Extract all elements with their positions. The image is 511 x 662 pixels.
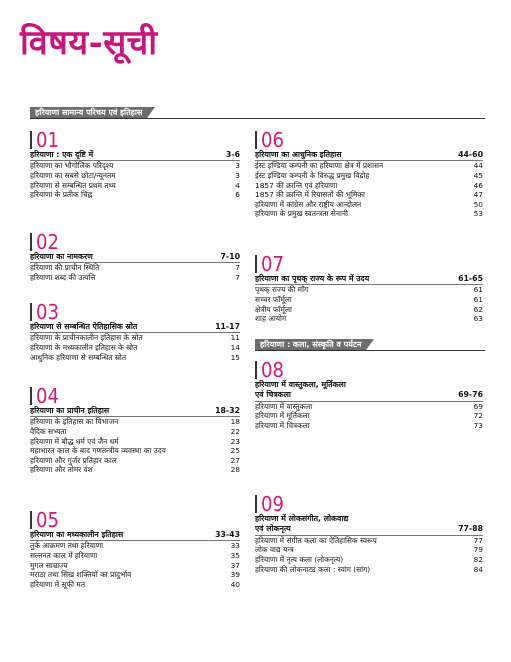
item-page: 77 [473,535,483,545]
chapter-heading[interactable] [30,150,240,161]
item-page: 3 [235,161,240,171]
list-item[interactable] [30,427,240,437]
list-item[interactable] [30,190,240,200]
chapter-02 [30,232,240,283]
chapter-title-cont: एवं चित्रकला [255,390,291,400]
list-item[interactable] [255,402,483,412]
chapter-title: हरियाणा का पृथक् राज्य के रूप में उदय [255,274,370,283]
item-text: ईस्ट इण्डिया कम्पनी के विरुद्ध प्रमुख विद्रोह [255,171,370,180]
item-text: हरियाणा की प्राचीन स्थिति [30,263,100,273]
item-text: 1857 की क्रान्ति एवं हरियाणा [255,180,338,190]
item-text: हरियाणा में चित्रकला [255,421,310,430]
item-text: 1857 की क्रान्ति में रियासतों की भूमिका [255,190,365,200]
item-text: हरियाणा में मूर्तिकला [255,411,310,421]
item-page: 4 [235,180,240,190]
chapter-title: हरियाणा का मध्यकालीन इतिहास [30,530,124,539]
list-item[interactable] [255,411,483,421]
chapter-heading[interactable] [30,252,240,263]
item-text: लोक वाद्य यन्त्र [255,545,294,555]
list-item[interactable] [30,437,240,447]
item-page: 40 [230,579,240,589]
item-text: हरियाणा के इतिहास का विभाजन [30,417,119,427]
item-text: महाभारत काल के बाद गणतन्त्रीय व्यवस्था का उदय [30,446,166,456]
chapter-number: 05 [30,510,240,530]
item-text: हरियाणा से सम्बन्धित प्रथम तथ्य [30,180,116,190]
item-page: 11 [230,333,240,343]
chapter-number: 08 [255,360,483,380]
item-text: तुर्क आक्रमण तथा हरियाणा [30,541,104,551]
item-page: 45 [473,171,483,180]
item-text: सच्चर फॉर्मूला [255,295,292,304]
chapter-heading[interactable] [255,150,483,161]
item-page: 35 [230,551,240,560]
list-item[interactable] [255,181,483,191]
chapter-number: 02 [30,232,240,252]
page-title: विषय-सूची [20,23,158,63]
list-item[interactable] [30,263,240,273]
chapter-title: हरियाणा का प्राचीन इतिहास [30,406,110,415]
item-page: 27 [230,455,240,465]
item-text: हरियाणा में संगीत कला का ऐतिहासिक स्वरूप [255,535,377,545]
list-item[interactable] [30,580,240,590]
list-item[interactable] [255,209,483,219]
chapter-pages: 44-60 [458,150,483,159]
item-text: वैदिक सभ्यता [30,427,67,436]
chapter-heading[interactable] [30,322,240,333]
item-text: हरियाणा का भौगोलिक परिदृश्य [30,161,114,171]
list-item[interactable] [255,285,483,295]
chapter-title-cont: एवं लोकनृत्य [255,524,291,534]
list-item[interactable] [30,417,240,427]
chapter-pages: 77-88 [458,524,483,534]
chapter-title: हरियाणा का आधुनिक इतिहास [255,150,342,159]
item-page: 61 [473,295,483,304]
list-item[interactable] [255,161,483,171]
list-item[interactable] [30,551,240,561]
chapter-number: 07 [255,254,483,274]
item-text: हरियाणा का सबसे छोटा/न्यूनतम [30,171,116,180]
section-band-general [30,107,147,118]
item-page: 15 [230,352,240,362]
list-item[interactable] [255,190,483,200]
item-page: 50 [473,199,483,209]
list-item[interactable] [255,421,483,431]
item-page: 63 [473,314,483,324]
chapter-title: हरियाणा से सम्बन्धित ऐतिहासिक स्रोत [30,322,138,331]
chapter-heading-cont[interactable] [255,390,483,401]
list-item[interactable] [30,333,240,343]
chapter-pages: 61-65 [458,274,483,283]
item-page: 82 [473,555,483,564]
item-page: 47 [473,190,483,200]
item-text: हरियाणा में वास्तुकला [255,401,313,411]
list-item[interactable] [30,343,240,353]
item-text: सल्तनत काल में हरियाणा [30,551,98,560]
item-page: 7 [235,263,240,273]
item-text: मराठा तथा सिख शक्तियों का प्रादुर्भाव [30,570,132,580]
list-item[interactable] [30,561,240,571]
item-page: 79 [473,545,483,555]
list-item[interactable] [255,536,483,546]
list-item[interactable] [30,456,240,466]
item-text: हरियाणा के मध्यकालीन इतिहास के स्रोत [30,343,138,352]
list-item[interactable] [255,545,483,555]
divider [30,118,485,119]
list-item[interactable] [30,465,240,475]
item-text: हरियाणा में कांग्रेस और राष्ट्रीय आन्दोलन [255,199,362,209]
chapter-title: हरियाणा का नामकरण [30,252,93,261]
item-text: क्षेत्रीय फॉर्मूला [255,304,292,314]
item-page: 44 [473,161,483,171]
chapter-06 [255,130,483,219]
list-item[interactable] [30,353,240,363]
chapter-heading[interactable] [255,380,483,390]
chapter-heading[interactable] [30,530,240,541]
item-text: ईस्ट इण्डिया कम्पनी का हरियाणा क्षेत्र में प्रशासन [255,161,384,171]
chapter-title: हरियाणा : एक दृष्टि में [30,150,94,159]
item-page: 72 [473,411,483,421]
item-page: 37 [230,560,240,570]
item-text: हरियाणा और गुर्जर प्रतिहार काल [30,455,117,465]
item-page: 3 [235,171,240,180]
chapter-heading[interactable] [255,274,483,285]
item-page: 46 [473,180,483,190]
item-text: हरियाणा में सूफी मत [30,579,86,589]
list-item[interactable] [30,171,240,181]
item-text: शाह आयोग [255,314,287,324]
item-page: 33 [230,541,240,551]
chapter-04 [30,386,240,475]
item-text: हरियाणा की लोकनाट्य कला : स्वांग (सांग) [255,564,371,574]
item-page: 22 [230,427,240,436]
list-item[interactable] [255,295,483,305]
chapter-number: 01 [30,130,240,150]
list-item[interactable] [30,161,240,171]
chapter-03 [30,302,240,362]
item-text: हरियाणा के प्रमुख स्वतन्त्रता सेनानी [255,209,348,219]
item-page: 14 [230,343,240,352]
section-band-art [255,339,366,350]
chapter-heading[interactable] [255,514,483,524]
chapter-title: हरियाणा में वास्तुकला, मूर्तिकला [255,380,346,389]
list-item[interactable] [30,446,240,456]
chapter-01 [30,130,240,200]
section-label: हरियाणा सामान्य परिचय एवं इतिहास [35,108,143,117]
item-page: 28 [230,465,240,475]
item-text: मुगल साम्राज्य [30,560,68,570]
list-item[interactable] [255,200,483,210]
chapter-pages: 33-43 [215,530,240,539]
chapter-08 [255,360,483,431]
chapter-pages: 11-17 [215,322,240,331]
section-label: हरियाणा : कला, संस्कृति व पर्यटन [260,340,362,349]
item-text: हरियाणा में नृत्य कला (लोकनृत्य) [255,555,344,564]
list-item[interactable] [30,570,240,580]
list-item[interactable] [30,181,240,191]
item-page: 25 [230,446,240,456]
item-text: पृथक् राज्य की माँग [255,285,309,295]
item-page: 69 [473,401,483,411]
item-page: 62 [473,304,483,314]
chapter-number: 06 [255,130,483,150]
chapter-heading[interactable] [30,406,240,417]
item-page: 23 [230,436,240,446]
item-page: 53 [473,209,483,219]
item-page: 39 [230,570,240,580]
item-text: हरियाणा के प्राचीनकालीन इतिहास के स्रोत [30,333,143,343]
item-text: आधुनिक हरियाणा से सम्बन्धित स्रोत [30,352,127,362]
chapter-number: 04 [30,386,240,406]
chapter-09 [255,494,483,574]
item-page: 84 [473,564,483,574]
list-item[interactable] [255,565,483,575]
list-item[interactable] [30,541,240,551]
chapter-pages: 3-6 [225,150,240,159]
item-page: 61 [473,285,483,295]
chapter-heading-cont[interactable] [255,524,483,535]
item-page: 6 [235,190,240,200]
chapter-title: हरियाणा में लोकसंगीत, लोकवाद्य [255,514,349,523]
list-item[interactable] [255,305,483,315]
item-page: 73 [473,421,483,430]
chapter-07 [255,254,483,324]
item-text: हरियाणा और तोमर वंश [30,465,93,475]
chapter-number: 03 [30,302,240,322]
list-item[interactable] [255,314,483,324]
item-page: 18 [230,417,240,427]
list-item[interactable] [255,171,483,181]
list-item[interactable] [30,273,240,283]
chapter-pages: 18-32 [215,406,240,415]
item-text: हरियाणा में बौद्ध धर्म एवं जैन धर्म [30,436,119,446]
item-text: हरियाणा शब्द की उत्पत्ति [30,273,96,282]
item-page: 7 [235,273,240,282]
chapter-pages: 7-10 [220,252,240,261]
item-text: हरियाणा के प्रतीक चिह्न [30,190,93,200]
list-item[interactable] [255,555,483,565]
divider [255,350,485,351]
chapter-number: 09 [255,494,483,514]
chapter-05 [30,510,240,589]
chapter-pages: 69-76 [458,390,483,400]
